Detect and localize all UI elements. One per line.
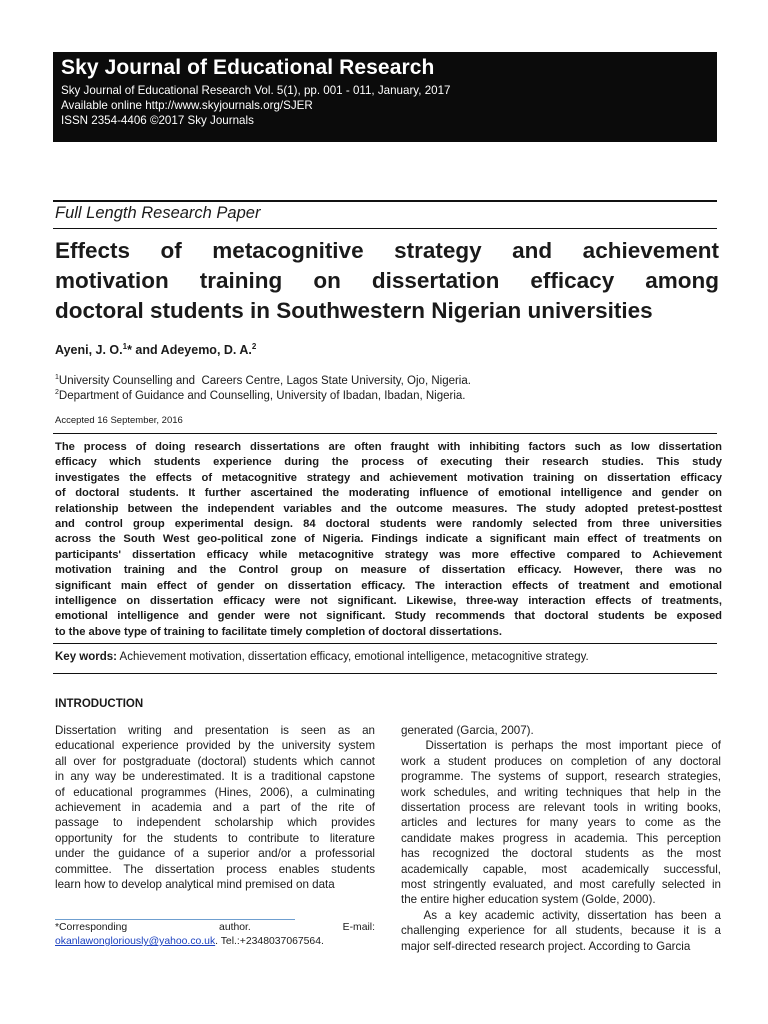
abstract-line: efficacy which students experience during the process of executing their research studies. This study <box>55 456 722 469</box>
abstract-line: of doctoral students. It further ascertained the moderating influence of emotional intelligence and gender on <box>55 487 722 500</box>
body-line: candidate makes progress in academia. This perception <box>401 831 721 845</box>
body-line: under the guidance of a superior and/or a professorial <box>55 847 375 861</box>
affiliation-text: University Counselling and Careers Centre, Lagos State University, Ojo, Nigeria. <box>58 374 471 387</box>
body-line: most stringently evaluated, and most carefully selected in <box>401 878 721 892</box>
affiliation-number: 2 <box>55 389 59 396</box>
body-line: achievement in academia and a part of the rite of <box>55 801 375 815</box>
abstract-line: to the above type of training to facilitate timely completion of doctoral dissertations. <box>55 625 502 638</box>
journal-volume-info: Sky Journal of Educational Research Vol. 5(1), pp. 001 - 011, January, 2017 <box>61 84 451 97</box>
body-line: programme. The systems of support, research strategies, <box>401 770 721 784</box>
body-line: committee. The dissertation process enables students <box>55 862 375 876</box>
body-line: in any way be underestimated. It is a traditional capstone <box>55 770 375 784</box>
body-line: articles and lectures for many years to come as the <box>401 816 721 830</box>
abstract-line: significant main effect of gender on dissertation efficacy. The interaction effects of treatment and emotional <box>55 579 722 592</box>
author-name: Adeyemo, D. A. <box>160 343 252 358</box>
affiliation-marker: 2 <box>251 342 257 351</box>
body-line: passage to independent scholarship which provides <box>55 816 375 830</box>
body-line: academically capable, most academically successful, <box>401 862 721 876</box>
affiliation-number: 1 <box>55 374 59 381</box>
body-line: learn how to develop analytical mind premised on data <box>55 878 335 892</box>
abstract <box>55 440 722 640</box>
body-line: educational experience provided by the university system <box>55 739 375 753</box>
footnote-rule <box>55 919 295 920</box>
abstract-line: investigates the effects of metacognitive strategy and achievement motivation training on dissertation efficacy <box>55 471 722 484</box>
author-telephone: . Tel.:+2348037067564. <box>215 936 324 947</box>
title-line: Effects of metacognitive strategy and achievement <box>55 238 719 263</box>
footnote-line: *Corresponding author. E-mail: <box>55 922 375 933</box>
body-line: work schedules, and writing techniques that help in the <box>401 785 721 799</box>
abstract-line: participants' dissertation efficacy while metacognitive strategy was more effective compared to Achievement <box>55 548 722 561</box>
affiliation <box>55 374 471 387</box>
title-line: motivation training on dissertation efficacy among <box>55 268 719 293</box>
abstract-line: The process of doing research dissertations are often fraught with inhibiting factors such as low dissertation <box>55 441 722 453</box>
author-email-link[interactable]: okanlawongloriously@yahoo.co.uk <box>55 936 216 947</box>
keywords-label: Key words: <box>55 651 117 663</box>
section-heading: INTRODUCTION <box>55 698 144 710</box>
body-column-left <box>55 723 375 892</box>
rule-divider <box>53 228 717 229</box>
author-list <box>55 342 256 357</box>
abstract-line: and control group experimental design. 84 doctoral students were randomly selected from three universities <box>55 518 722 531</box>
body-line: all over for postgraduate (doctoral) students which cannot <box>55 754 375 768</box>
title-line: doctoral students in Southwestern Nigerian universities <box>55 298 653 323</box>
footnote-line <box>55 935 375 949</box>
body-line: the entire higher education system (Golde, 2000). <box>401 893 656 907</box>
affiliation-marker: 1 <box>122 342 128 351</box>
journal-header-band <box>53 52 717 142</box>
body-line: challenging experience for all students, because it is a <box>401 924 721 938</box>
body-line: major self-directed research project. According to Garcia <box>401 939 691 953</box>
body-line: generated (Garcia, 2007). <box>401 724 534 737</box>
body-column-right <box>401 723 721 954</box>
journal-availability: Available online http://www.skyjournals.org/SJER <box>61 99 313 112</box>
abstract-line: relationship between the independent variables and the outcome measures. The study adopted pretest-posttest <box>55 502 722 515</box>
body-line: As a key academic activity, dissertation has been a <box>401 908 721 922</box>
body-line: dissertation process are relevant tools in writing books, <box>401 801 721 815</box>
body-line: Dissertation is perhaps the most important piece of <box>401 739 721 753</box>
rule-divider <box>53 643 717 644</box>
accepted-date: Accepted 16 September, 2016 <box>55 415 183 426</box>
journal-name: Sky Journal of Educational Research <box>61 56 435 79</box>
affiliation <box>55 389 465 402</box>
body-line: has recognized the doctoral students as the most <box>401 847 721 861</box>
rule-divider <box>53 673 717 674</box>
paper-title <box>55 236 719 326</box>
keywords <box>55 651 589 663</box>
journal-issn: ISSN 2354-4406 ©2017 Sky Journals <box>61 114 254 127</box>
paper-type: Full Length Research Paper <box>55 204 261 222</box>
rule-divider <box>53 200 717 202</box>
author-name: Ayeni, J. O. <box>55 343 123 358</box>
body-line: Dissertation writing and presentation is seen as an <box>55 724 375 737</box>
body-line: opportunity for the students to contribute to literature <box>55 831 375 845</box>
body-line: of educational programmes (Hines, 2006), a culminating <box>55 785 375 799</box>
author-connector: and <box>131 343 161 358</box>
abstract-line: intelligence on dissertation efficacy were not significant. Likewise, three-way interaction effects of treatments, <box>55 595 722 608</box>
abstract-line: across the South West geo-political zone of Nigeria. Findings indicate a significant main effect of treatments on <box>55 533 722 546</box>
abstract-line: emotional intelligence and gender were not significant. Study recommends that doctoral students be exposed <box>55 610 722 623</box>
affiliation-text: Department of Guidance and Counselling, University of Ibadan, Ibadan, Nigeria. <box>58 389 466 402</box>
corresponding-author-footnote <box>55 921 375 949</box>
abstract-line: motivation training and the Control group on measure of dissertation efficacy. However, there was no <box>55 564 722 577</box>
body-line: work a student produces on completion of any doctoral <box>401 754 721 768</box>
corresponding-marker: * <box>127 343 132 358</box>
keywords-text: Achievement motivation, dissertation efficacy, emotional intelligence, metacognitive strategy. <box>117 651 589 663</box>
rule-divider <box>53 433 717 434</box>
